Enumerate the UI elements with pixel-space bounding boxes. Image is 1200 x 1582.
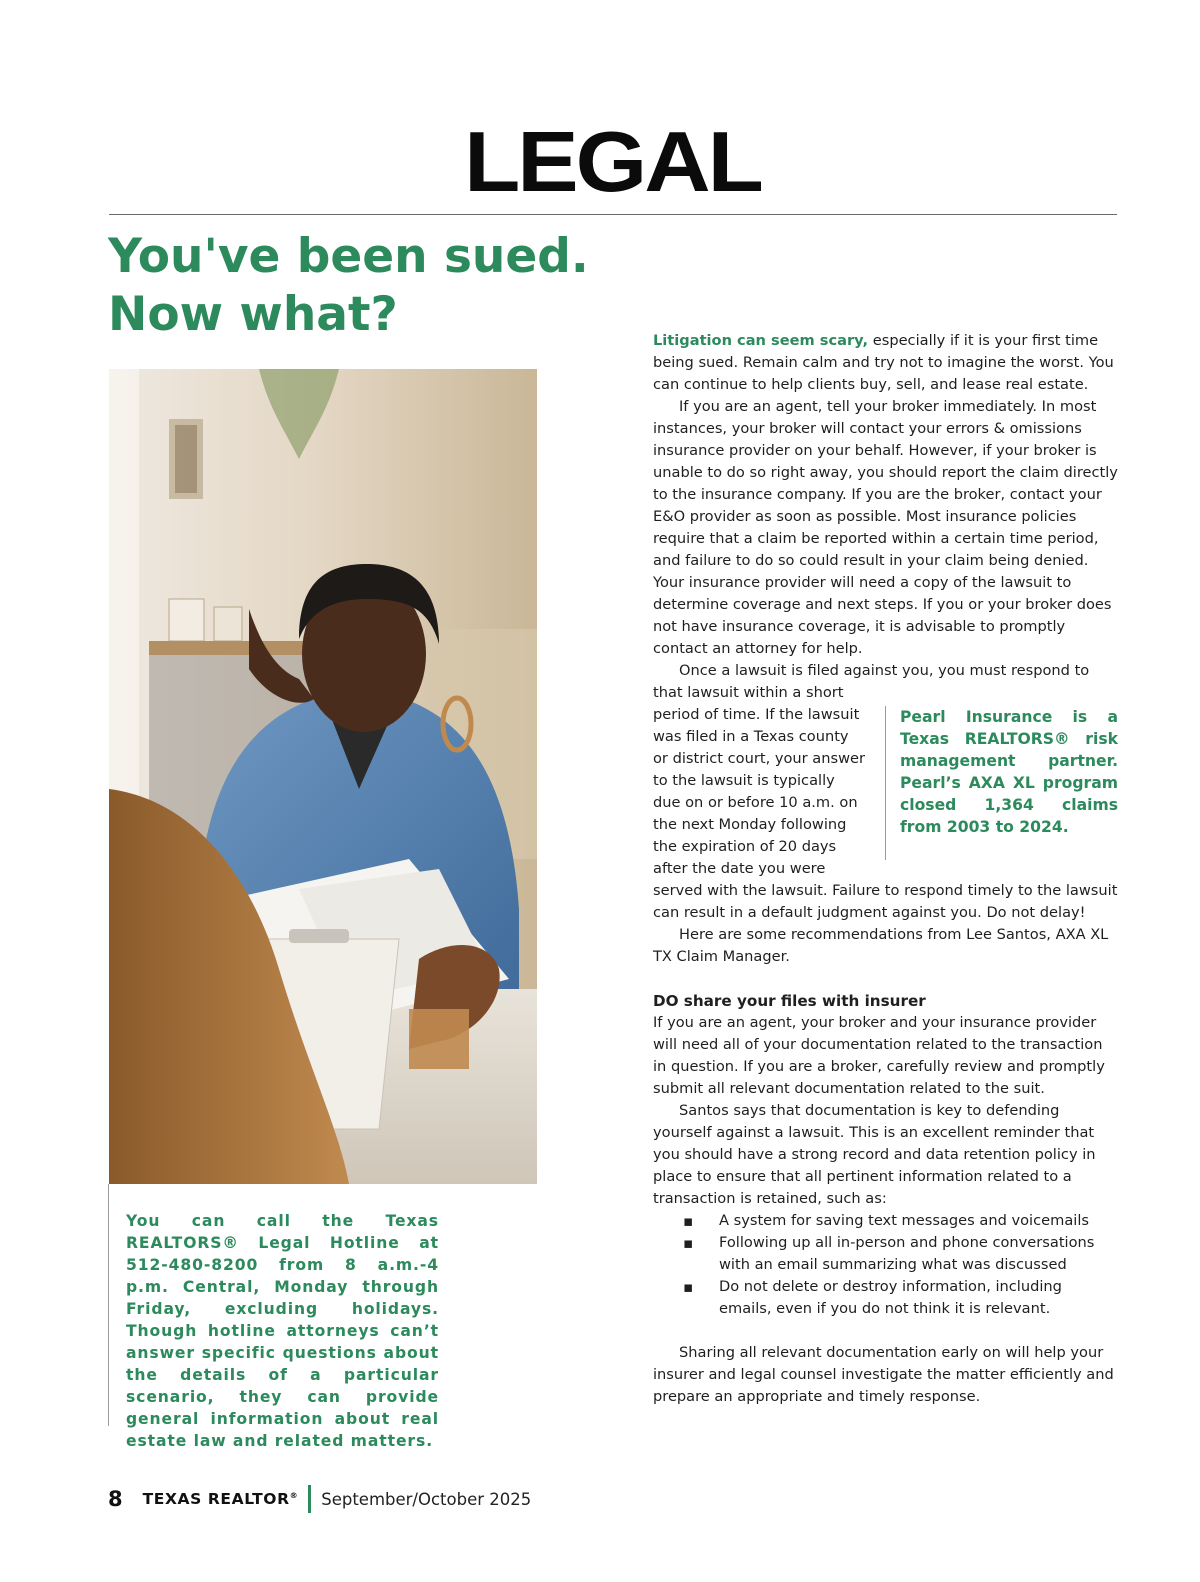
list-item: ▪ Do not delete or destroy information, including emails, even if you do not think it is relevant. [719, 1276, 1118, 1320]
pull-quote: Pearl Insurance is a Texas REALTORS® risk management partner. Pearl’s AXA XL program closed 1,364 claims from 2003 to 2024. [885, 706, 1118, 860]
paragraph-7: Sharing all relevant documentation early on will help your insurer and legal counsel investigate the matter efficiently and prepare an appropriate and timely response. [653, 1344, 1114, 1405]
paragraph-3: that lawsuit within a short period of time. If the lawsuit was filed in a Texas county or district court, your answer to the lawsuit is typically due on or before 10 a.m. on the next Monday following the expiration of 20 days after the date you were served with the lawsuit. Failure to respond timely to the lawsuit can result in a default judgment against you. Do not delay! [653, 684, 1118, 921]
section-subhead: DO share your files with insurer [653, 992, 926, 1010]
page-footer [108, 1484, 531, 1514]
paragraph-5: If you are an agent, your broker and your insurance provider will need all of your documentation related to the transaction in question. If you are a broker, carefully review and promptly submit all relevant documentation related to the suit. [653, 1014, 1105, 1097]
section-title: LEGAL [464, 114, 761, 210]
footer-divider [308, 1485, 311, 1513]
page-number: 8 [108, 1487, 123, 1511]
bullet-list [653, 1210, 1118, 1320]
issue-date: September/October 2025 [321, 1489, 532, 1509]
paragraph-1-text: especially if it is your first time being sued. Remain calm and try not to imagine the worst. You can continue to help clients buy, sell, and lease real estate. [653, 332, 1114, 393]
header-divider [109, 214, 1117, 215]
paragraph-3-start: Once a lawsuit is filed against you, you must respond to [679, 662, 1090, 679]
paragraph-2: If you are an agent, tell your broker immediately. In most instances, your broker will contact your errors & omissions insurance provider on your behalf. However, if your broker is unable to do so right away, you should report the claim directly to the insurance company. If you are the broker, contact your E&O provider as soon as possible. Most insurance policies require that a claim be reported within a certain time period, and failure to do so could result in your claim being denied. Your insurance provider will need a copy of the lawsuit to determine coverage and next steps. If you or your broker does not have insurance coverage, it is advisable to promptly contact an attorney for help. [653, 398, 1118, 657]
caption-divider [108, 1184, 109, 1426]
list-item: ▪ A system for saving text messages and voicemails [719, 1210, 1118, 1232]
list-item: ▪ Following up all in-person and phone conversations with an email summarizing what was discussed [719, 1232, 1118, 1276]
headline-line-1: You've been sued. [108, 229, 589, 284]
paragraph-6: Santos says that documentation is key to defending yourself against a lawsuit. This is an excellent reminder that you should have a strong record and data retention policy in place to ensure that all pertinent information related to a transaction is retained, such as: [653, 1102, 1096, 1207]
article-headline [108, 228, 589, 344]
paragraph-1 [653, 330, 1118, 396]
headline-line-2: Now what? [108, 287, 398, 342]
article-body [653, 330, 1118, 1408]
article-photo [109, 369, 537, 1184]
lead-in: Litigation can seem scary, [653, 332, 869, 349]
paragraph-4: Here are some recommendations from Lee Santos, AXA XL TX Claim Manager. [653, 926, 1109, 965]
magazine-name: TEXAS REALTOR® [142, 1490, 299, 1508]
hotline-caption: You can call the Texas REALTORS® Legal Hotline at 512-480-8200 from 8 a.m.-4 p.m. Central, Monday through Friday, excluding holidays. Though hotline attorneys can’t answer specific questions about the details of a particular scenario, they can provide general information about real estate law and related matters. [126, 1212, 439, 1450]
